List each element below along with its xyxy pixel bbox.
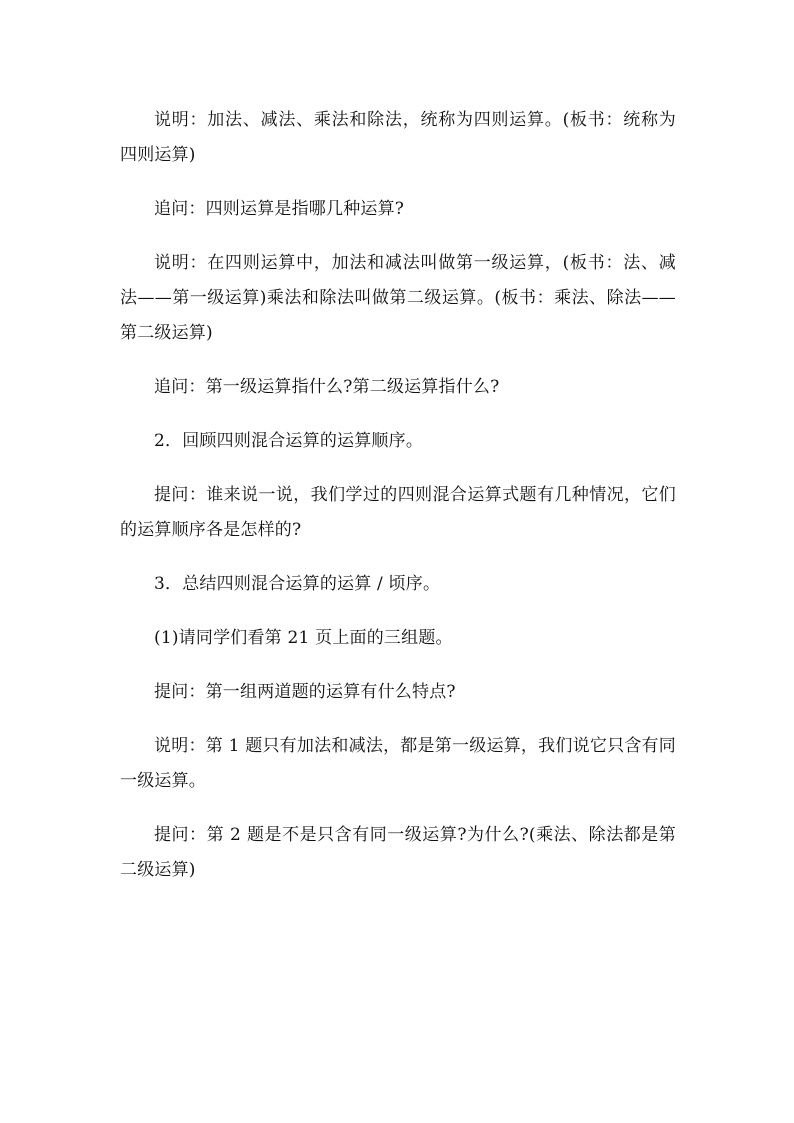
paragraph-question-first-group: 提问：第一组两道题的运算有什么特点? bbox=[154, 682, 456, 702]
paragraph-step-3-summary: 3．总结四则混合运算的运算 / 顷序。 bbox=[154, 574, 441, 594]
paragraph-followup-levels: 追问：第一级运算指什么?第二级运算指什么? bbox=[154, 377, 500, 397]
paragraph-followup-which-operations: 追问：四则运算是指哪几种运算? bbox=[154, 199, 405, 219]
paragraph-step-2-review: 2．回顾四则混合运算的运算顺序。 bbox=[154, 431, 424, 451]
paragraph-explanation-first-problem: 说明：第 1 题只有加法和减法，都是第一级运算，我们说它只含有同一级运算。 bbox=[120, 736, 676, 791]
paragraph-explanation-four-operations: 说明：加法、减法、乘法和除法，统称为四则运算。(板书：统称为四则运算) bbox=[120, 110, 676, 165]
paragraph-question-second-problem: 提问：第 2 题是不是只含有同一级运算?为什么?(乘法、除法都是第二级运算) bbox=[120, 825, 676, 880]
document-body bbox=[120, 103, 676, 907]
paragraph-sub-step-1: (1)请同学们看第 21 页上面的三组题。 bbox=[154, 628, 453, 648]
paragraph-explanation-operation-levels: 说明：在四则运算中，加法和减法叫做第一级运算，(板书：法、减法——第一级运算)乘法和除法叫做第二级运算。(板书：乘法、除法——第二级运算) bbox=[120, 253, 676, 343]
paragraph-question-mixed-order: 提问：谁来说一说，我们学过的四则混合运算式题有几种情况，它们的运算顺序各是怎样的? bbox=[120, 485, 676, 540]
